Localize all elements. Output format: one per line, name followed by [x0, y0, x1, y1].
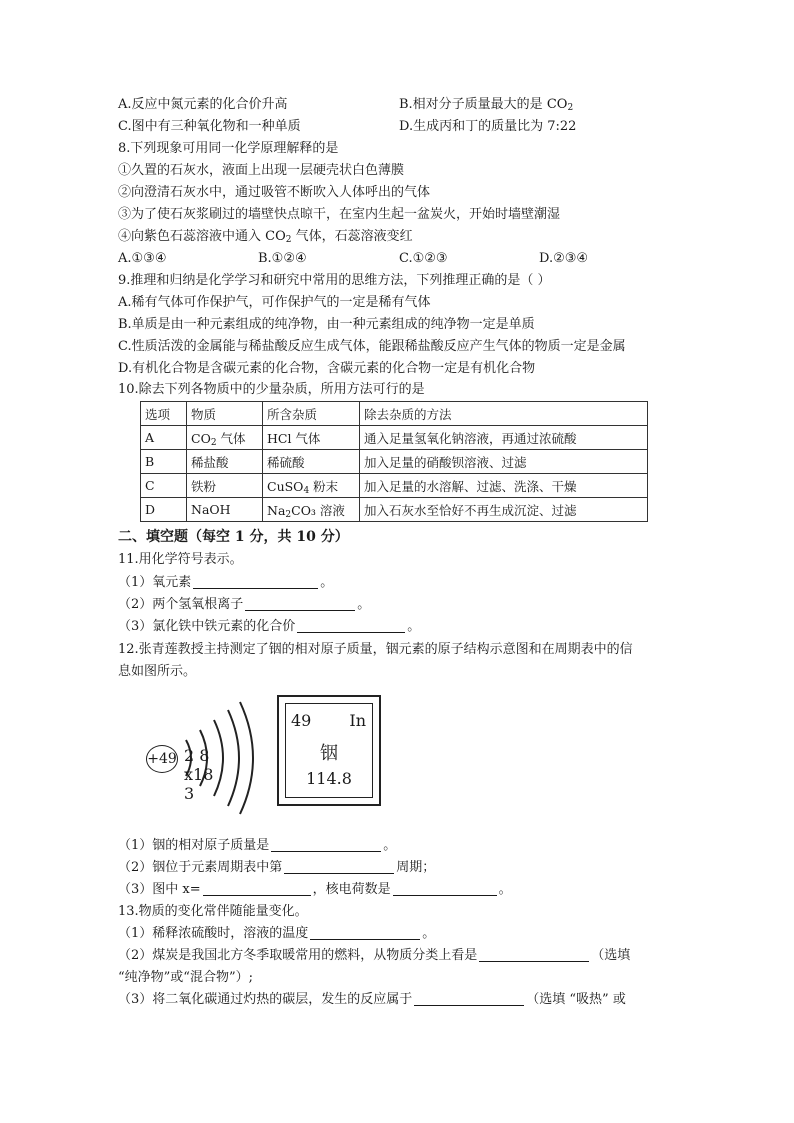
q10-row-a-method: 通入足量氢氧化钠溶液，再通过浓硫酸	[360, 426, 648, 450]
q8-item-4-a: ④向紫色石蕊溶液中通入 CO	[118, 229, 286, 244]
q11-item-2	[118, 596, 370, 614]
q10-row-b-option: B	[141, 450, 187, 474]
period: 。	[407, 619, 421, 634]
shell-arc-5	[240, 702, 253, 814]
table-row	[141, 450, 648, 474]
cell-sub: 2	[210, 437, 217, 448]
cell-text: CO	[191, 430, 211, 446]
cell-sub: 4	[303, 485, 310, 496]
q12-sub-2	[118, 859, 435, 877]
q10-row-b-method: 加入足量的硝酸钡溶液、过滤	[360, 450, 648, 474]
answer-blank[interactable]	[414, 991, 524, 1006]
q10-stem: 10.除去下列各物质中的少量杂质，所用方法可行的是	[118, 382, 425, 397]
q11-item-2-text: （2）两个氢氧根离子	[118, 597, 244, 612]
cell-text: Na	[267, 502, 286, 518]
element-symbol: In	[349, 711, 366, 730]
q12-sub-3-text: （3）图中 x=	[118, 882, 201, 897]
cell-text: 粉末	[309, 478, 339, 494]
q13-stem: 13.物质的变化常伴随能量变化。	[118, 904, 308, 919]
q10-row-d-method: 加入石灰水至恰好不再生成沉淀、过滤	[360, 498, 648, 522]
cell-sub: 2	[285, 509, 292, 520]
q11-item-1	[118, 574, 333, 592]
q7-option-a	[118, 96, 288, 114]
q10-row-b-substance	[187, 450, 263, 474]
q9-stem: 9.推理和归纳是化学学习和研究中常用的思维方法，下列推理正确的是（ ）	[118, 273, 551, 288]
q9-option-c: C.性质活泼的金属能与稀盐酸反应生成气体，能跟稀盐酸反应产生气体的物质一定是金属	[118, 339, 626, 354]
answer-blank[interactable]	[297, 618, 405, 633]
q13-sub-2-text: （2）煤炭是我国北方冬季取暖常用的燃料，从物质分类上看是	[118, 948, 478, 963]
answer-blank[interactable]	[393, 881, 497, 896]
q10-row-a-option: A	[141, 426, 187, 450]
cell-text: HCl 气体	[267, 430, 321, 446]
q8-item-4-sub: 2	[285, 235, 292, 245]
shell-arc-4	[228, 710, 239, 806]
period: 。	[383, 838, 397, 853]
answer-blank[interactable]	[479, 947, 589, 962]
q8-choice-d: D.②③④	[539, 251, 589, 266]
q12-sub-1-text: （1）铟的相对原子质量是	[118, 838, 270, 853]
q7-option-c-text: C.图中有三种氧化物和一种单质	[118, 119, 301, 134]
q10-row-d-impurity	[263, 498, 360, 522]
q13-sub-2-cont: “纯净物”或“混合物”）;	[118, 970, 253, 985]
q7-option-b	[399, 96, 573, 114]
q11-item-3	[118, 618, 420, 636]
cell-text: NaOH	[191, 502, 231, 517]
q7-option-b-sub: 2	[567, 103, 574, 113]
q8-choice-b: B.①②④	[258, 251, 307, 266]
atomic-mass: 114.8	[306, 769, 352, 788]
q9-option-b: B.单质是由一种元素组成的纯净物，由一种元素组成的纯净物一定是单质	[118, 317, 535, 332]
q10-row-c-impurity	[263, 474, 360, 498]
q13-sub-3-end: （选填 “吸热” 或	[526, 992, 626, 1007]
q8-item-2: ②向澄清石灰水中，通过吸管不断吹入人体呼出的气体	[118, 185, 431, 200]
q12-sub-3	[118, 881, 512, 899]
cell-text: 稀盐酸	[191, 454, 229, 470]
q8-choice-c: C.①②③	[399, 251, 448, 266]
q13-sub-3	[118, 991, 626, 1009]
period: 。	[320, 575, 334, 590]
answer-blank[interactable]	[245, 596, 355, 611]
cell-text: 气体	[216, 430, 246, 446]
q13-sub-2	[118, 947, 630, 965]
shell-arc-3	[214, 720, 223, 796]
q7-option-c	[118, 118, 301, 136]
period: 。	[422, 926, 436, 941]
q10-row-c-method: 加入足量的水溶解、过滤、洗涤、干燥	[360, 474, 648, 498]
periodic-table-tile	[277, 695, 381, 806]
q8-item-1: ①久置的石灰水，液面上出现一层硬壳状白色薄膜	[118, 163, 405, 178]
q8-choice-a: A.①③④	[118, 251, 167, 266]
q10-row-d-substance	[187, 498, 263, 522]
q9-option-d: D.有机化合物是含碳元素的化合物，含碳元素的化合物一定是有机化合物	[118, 361, 536, 376]
q8-item-4	[118, 228, 413, 246]
q7-option-a-text: A.反应中氮元素的化合价升高	[118, 97, 288, 112]
electron-counts: 2 8 x18 3	[184, 746, 214, 803]
q8-stem: 8.下列现象可用同一化学原理解释的是	[118, 141, 339, 156]
q10-row-c-option: C	[141, 474, 187, 498]
answer-blank[interactable]	[310, 925, 420, 940]
q10-header-method: 除去杂质的方法	[360, 402, 648, 426]
table-row	[141, 426, 648, 450]
answer-blank[interactable]	[271, 837, 381, 852]
atom-nucleus: +49	[146, 745, 178, 773]
answer-blank[interactable]	[193, 574, 318, 589]
cell-text: 稀硫酸	[267, 454, 305, 470]
section-2-title: 二、填空题（每空 1 分，共 10 分）	[118, 529, 349, 545]
q10-row-b-impurity	[263, 450, 360, 474]
q10-row-d-option: D	[141, 498, 187, 522]
q9-option-a: A.稀有气体可作保护气，可作保护气的一定是稀有气体	[118, 295, 431, 310]
q7-option-b-text: B.相对分子质量最大的是 CO	[399, 97, 568, 112]
q8-item-3: ③为了使石灰浆刷过的墙壁快点晾干，在室内生起一盆炭火，开始时墙壁潮湿	[118, 207, 561, 222]
q13-sub-3-text: （3）将二氧化碳通过灼热的碳层，发生的反应属于	[118, 992, 413, 1007]
q8-item-4-b: 气体，石蕊溶液变红	[291, 229, 413, 244]
q10-row-a-impurity	[263, 426, 360, 450]
cell-text: CuSO	[267, 478, 304, 494]
q10-table	[140, 401, 648, 522]
atomic-number: 49	[291, 711, 312, 730]
q10-row-c-substance	[187, 474, 263, 498]
table-row	[141, 474, 648, 498]
period: 。	[357, 597, 371, 612]
q13-sub-2-end: （选填	[591, 948, 631, 963]
q12-sub-3-mid: ，核电荷数是	[312, 882, 391, 897]
q11-item-3-text: （3）氯化铁中铁元素的化合价	[118, 619, 296, 634]
q13-sub-1	[118, 925, 435, 943]
q10-header-substance: 物质	[187, 402, 263, 426]
answer-blank[interactable]	[203, 881, 311, 896]
table-row	[141, 498, 648, 522]
q10-table-header	[141, 402, 648, 426]
answer-blank[interactable]	[284, 859, 394, 874]
q12-sub-1	[118, 837, 396, 855]
cell-text: 铁粉	[191, 478, 217, 494]
cell-text: CO₃ 溶液	[291, 502, 345, 518]
q12-sub-2-end: 周期；	[396, 860, 436, 875]
q13-sub-1-text: （1）稀释浓硫酸时，溶液的温度	[118, 926, 309, 941]
q10-row-a-substance	[187, 426, 263, 450]
q11-stem: 11.用化学符号表示。	[118, 552, 243, 567]
q7-option-d-text: D.生成丙和丁的质量比为 7:22	[399, 119, 577, 134]
q12-stem-1: 12.张青莲教授主持测定了铟的相对原子质量，铟元素的原子结构示意图和在周期表中的信	[118, 642, 633, 657]
q12-stem-2: 息如图所示。	[118, 664, 197, 679]
q7-option-d	[399, 118, 576, 136]
period: 。	[498, 882, 512, 897]
q10-header-impurity: 所含杂质	[263, 402, 360, 426]
q12-sub-2-text: （2）铟位于元素周期表中第	[118, 860, 283, 875]
q10-header-option: 选项	[141, 402, 187, 426]
element-name: 铟	[320, 743, 338, 764]
q11-item-1-text: （1）氧元素	[118, 575, 192, 590]
